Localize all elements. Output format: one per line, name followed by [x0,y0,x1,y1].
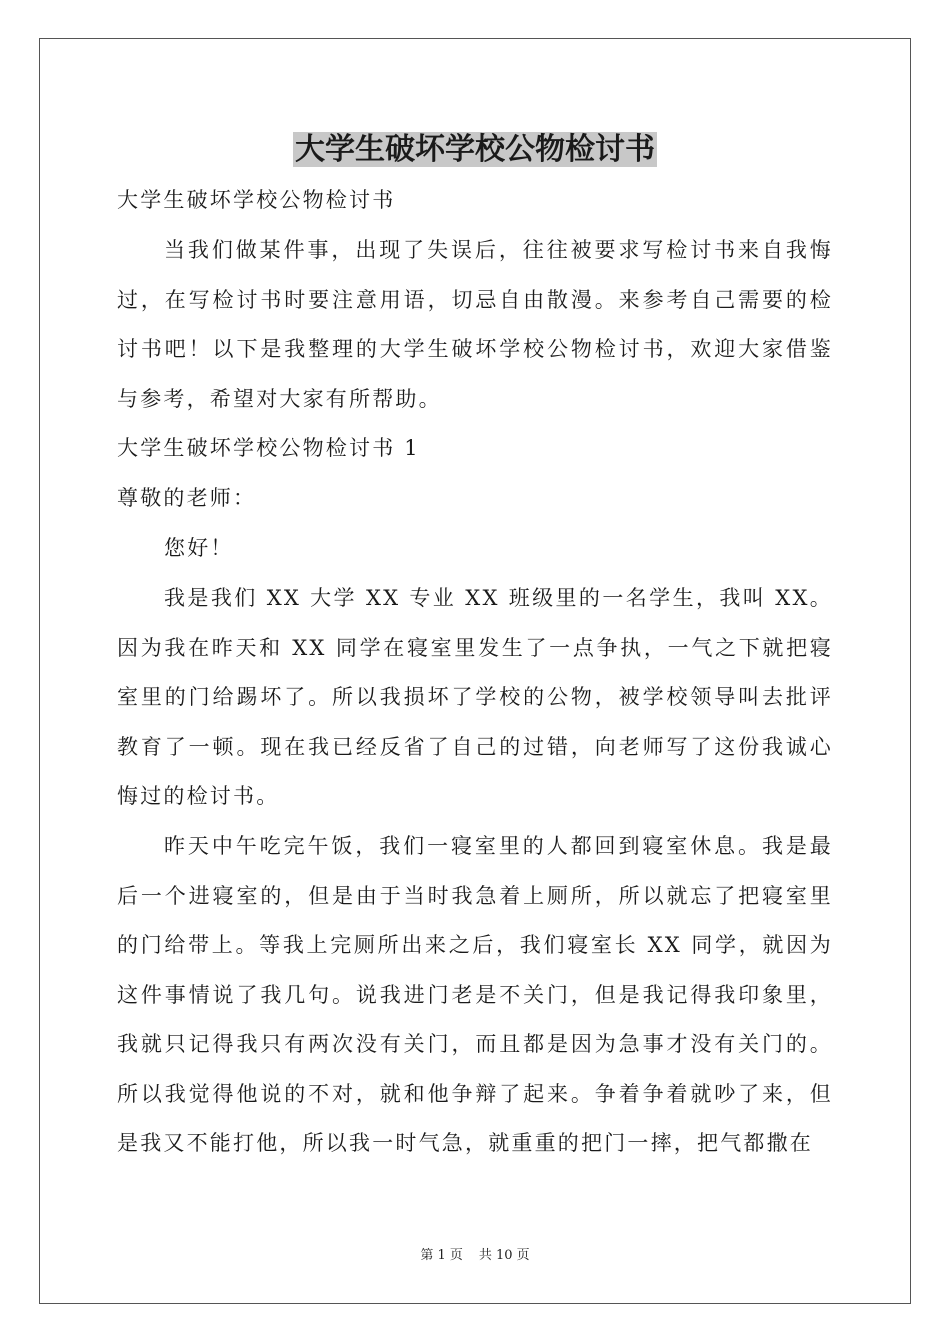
page-number: 第 1 页 [420,1248,463,1263]
document-title-text: 大学生破坏学校公物检讨书 [295,132,655,167]
page-total: 共 10 页 [478,1248,530,1263]
subtitle-paragraph: 大学生破坏学校公物检讨书 [117,188,396,212]
section-heading: 大学生破坏学校公物检讨书 1 [117,436,420,460]
body-paragraph-1: 我是我们 XX 大学 XX 专业 XX 班级里的一名学生，我叫 XX。因为我在昨天和 XX 同学在寝室里发生了一点争执，一气之下就把寝室里的门给踢坏了。所以我损坏了学校的公物，被学校领导叫去批评教育了一顿。现在我已经反省了自己的过错，向老师写了这份我诚心悔过的检讨书。 [117,586,833,808]
salutation: 尊敬的老师： [117,486,257,510]
document-title [117,128,833,172]
body-paragraph-2: 昨天中午吃完午饭，我们一寝室里的人都回到寝室休息。我是最后一个进寝室的，但是由于当时我急着上厕所，所以就忘了把寝室里的门给带上。等我上完厕所出来之后，我们寝室长 XX 同学，就因为这件事情说了我几句。说我进门老是不关门，但是我记得我印象里，我就只记得我只有两次没有关门，而且都是因为急事才没有关门的。所以我觉得他说的不对，就和他争辩了起来。争着争着就吵了来，但是我又不能打他，所以我一时气急，就重重的把门一摔，把气都撒在 [117,834,833,1155]
intro-paragraph: 当我们做某件事，出现了失误后，往往被要求写检讨书来自我悔过，在写检讨书时要注意用语，切忌自由散漫。来参考自己需要的检讨书吧！以下是我整理的大学生破坏学校公物检讨书，欢迎大家借鉴与参考，希望对大家有所帮助。 [117,238,833,411]
greeting: 您好！ [164,536,234,560]
page-footer [0,1246,950,1266]
